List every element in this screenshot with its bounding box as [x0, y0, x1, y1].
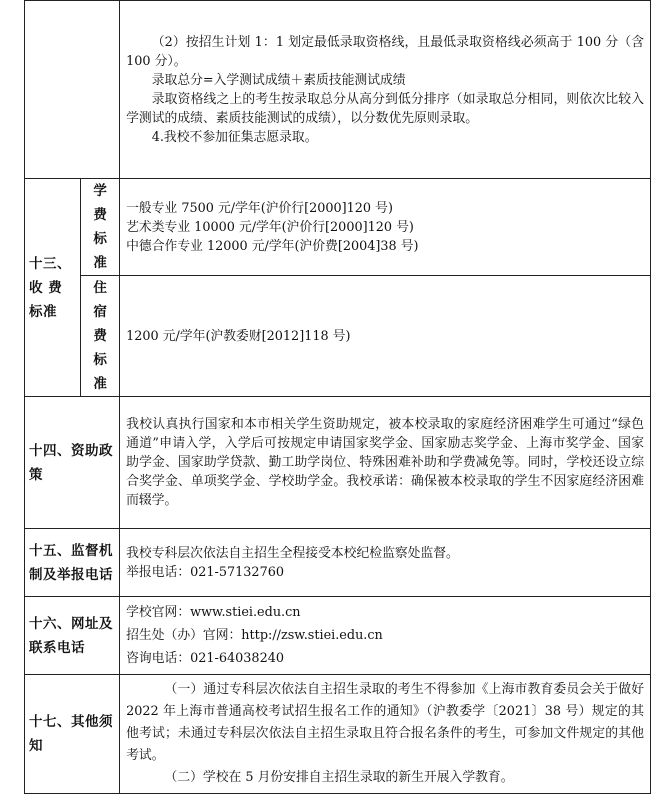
financial-aid-text: 我校认真执行国家和本市相关学生资助规定，被本校录取的家庭经济困难学生可通过“绿色通道”申请入学，入学后可按规定申请国家奖学金、国家励志奖学金、上海市奖学金、国家助学金、国家助学贷款、勤工助学岗位、特殊困难补助和学费减免等。同时，学校还设立综合奖学金、单项奖学金、学校助学金。我校承诺：确保被本校录取的学生不因家庭经济困难而辍学。 [126, 417, 644, 508]
tuition-line-art: 艺术类专业 10000 元/学年(沪价行[2000]120 号) [126, 219, 414, 235]
other-note-1: （一）通过专科层次依法自主招生录取的考生不得参加《上海市教育委员会关于做好 2022 年上海市普通高校考试招生报名工作的通知》（沪教委学〔2021〕38 号）规定的其他考试；未通过专科层次依法自主招生录取且符合报名条件的考生，可参加文件规定的其他考试。 [126, 682, 644, 763]
tuition-label-char: 费 [93, 207, 107, 223]
other-notes-cell [120, 675, 651, 794]
tuition-line-sino-german: 中德合作专业 12000 元/学年(沪价费[2004]38 号) [126, 238, 419, 254]
admission-rules-header-cell [25, 1, 120, 179]
admission-office-website-text: 招生处（办）官网：http://zsw.stiei.edu.cn [126, 628, 383, 643]
tuition-label-char: 准 [93, 255, 107, 271]
lodging-label-char: 准 [93, 376, 107, 392]
lodging-label-char: 标 [93, 352, 107, 368]
website-text: 学校官网：www.stiei.edu.cn [126, 605, 301, 620]
tuition-line-general: 一般专业 7500 元/学年(沪价行[2000]120 号) [126, 200, 393, 216]
lodging-fee-text: 1200 元/学年(沪教委财[2012]118 号) [126, 328, 351, 344]
lodging-label-char: 住 [93, 280, 107, 296]
supervision-header: 十五、监督机制及举报电话 [25, 529, 120, 597]
supervision-text: 我校专科层次依法自主招生全程接受本校纪检监察处监督。 [126, 545, 459, 561]
financial-aid-row [25, 397, 651, 529]
other-note-2: （二）学校在 5 月份安排自主招生录取的新生开展入学教育。 [164, 770, 514, 785]
lodging-label-char: 费 [93, 328, 107, 344]
consult-phone-text: 咨询电话：021-64038240 [126, 651, 284, 666]
lodging-row [25, 276, 651, 397]
admission-rules-cell [120, 1, 651, 179]
tuition-label-char: 标 [93, 231, 107, 247]
supervision-row [25, 529, 651, 597]
other-notes-row [25, 675, 651, 794]
fees-header-line-1: 十三、 [29, 255, 71, 272]
lodging-cell [120, 276, 651, 397]
fees-header-line-3: 标准 [29, 303, 57, 320]
supervision-cell [120, 529, 651, 597]
tuition-label-cell [81, 179, 120, 276]
fees-header-cell [25, 179, 81, 397]
other-notes-header: 十七、其他须知 [25, 675, 120, 794]
contact-header: 十六、网址及联系电话 [25, 597, 120, 675]
contact-cell [120, 597, 651, 675]
lodging-label-cell [81, 276, 120, 397]
supervision-phone: 举报电话：021-57132760 [126, 564, 284, 580]
admission-rules-row [25, 1, 651, 179]
tuition-cell [120, 179, 651, 276]
admission-ranking-text: 录取资格线之上的考生按录取总分从高分到低分排序（如录取总分相同，则依次比较入学测试的成绩、素质技能测试的成绩），以分数优先原则录取。 [126, 91, 644, 126]
admission-formula-text: 录取总分=入学测试成绩＋素质技能测试成绩 [151, 72, 406, 88]
admission-plan-text: （2）按招生计划 1：1 划定最低录取资格线，且最低录取资格线必须高于 100 分（含 100 分）。 [126, 34, 644, 69]
tuition-label-char: 学 [93, 183, 107, 199]
fees-header-line-2: 收 费 [29, 279, 63, 296]
admissions-brochure-table [24, 0, 651, 794]
financial-aid-cell [120, 397, 651, 529]
lodging-label-char: 宿 [93, 304, 107, 320]
tuition-row [25, 179, 651, 276]
contact-row [25, 597, 651, 675]
financial-aid-header: 十四、资助政策 [25, 397, 120, 529]
no-solicited-volunteer-text: 4.我校不参加征集志愿录取。 [151, 129, 318, 145]
